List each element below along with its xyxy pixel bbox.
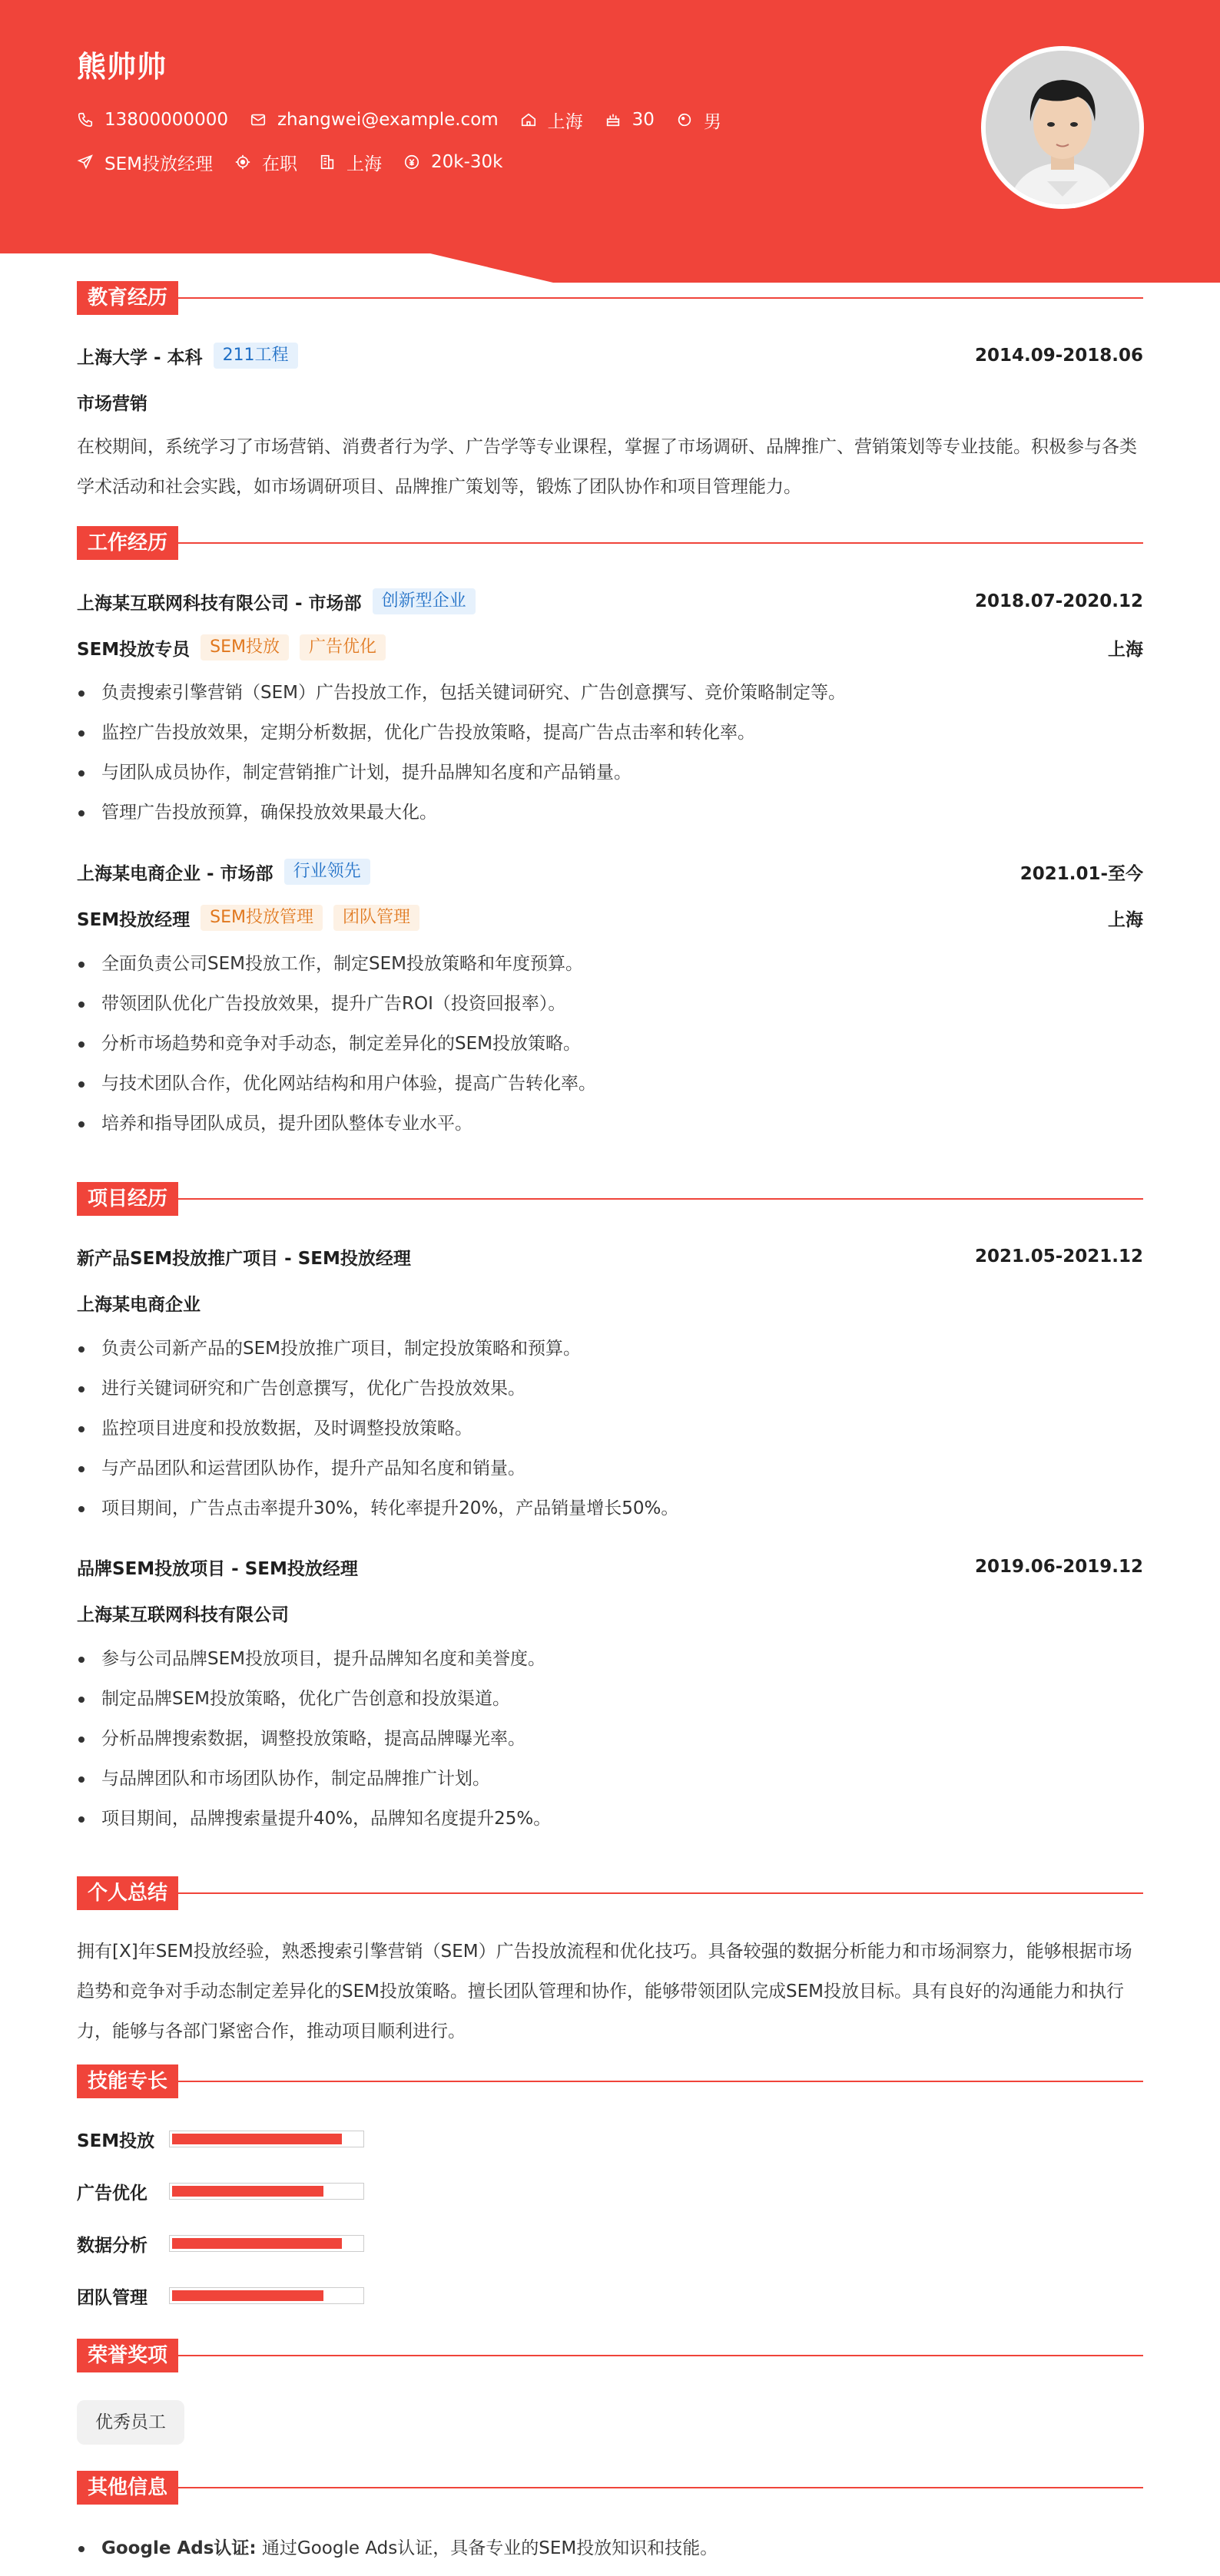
intent-status (234, 150, 297, 175)
skill-label: SEM投放 (77, 2131, 155, 2151)
mail-icon (250, 111, 267, 128)
summary-text: 拥有[X]年SEM投放经验，熟悉搜索引擎营销（SEM）广告投放流程和优化技巧。具备较强的数据分析能力和市场洞察力，能够根据市场趋势和竞争对手动态制定差异化的SEM投放策略。擅长团队管理和协作，能够带领团队完成SEM投放目标。具有良好的沟通能力和执行力，能够与各部门紧密合作，推动项目顺利进行。 (77, 1942, 1132, 2041)
list-item (77, 2528, 1143, 2568)
skill-row (77, 2228, 364, 2259)
work-1-date: 2018.07-2020.12 (974, 591, 1143, 611)
project-1-date: 2021.05-2021.12 (974, 1247, 1143, 1266)
list-item: 与技术团队合作，优化网站结构和用户体验，提高广告转化率。 (77, 1064, 1143, 1104)
contact-city (520, 108, 583, 133)
work-2-header (77, 856, 1143, 887)
work-2-location: 上海 (1108, 909, 1143, 930)
skill-bar (169, 2183, 364, 2200)
status-icon (234, 154, 251, 171)
section-title-summary: 个人总结 (77, 1876, 1143, 1910)
work-1-header (77, 586, 1143, 617)
contact-email (250, 110, 499, 130)
list-item: 与团队成员协作，制定营销推广计划，提升品牌知名度和产品销量。 (77, 753, 1143, 793)
project-1-title: 新产品SEM投放推广项目 - SEM投放经理 (77, 1248, 411, 1269)
avatar (981, 46, 1144, 209)
list-item: 管理广告投放预算，确保投放效果最大化。 (77, 793, 1143, 833)
work-2-company: 上海某电商企业 - 市场部 (77, 863, 274, 884)
contact-age-text: 30 (632, 110, 655, 130)
other-label: Google Ads认证: (101, 2538, 257, 2558)
intent-position-text: SEM投放经理 (104, 154, 213, 174)
contact-phone-text: 13800000000 (104, 110, 228, 130)
phone-icon (77, 111, 94, 128)
project-2-list (77, 1639, 1143, 1839)
money-icon (403, 154, 420, 171)
home-icon (520, 111, 537, 128)
intent-city (319, 150, 382, 175)
work-1-position: SEM投放专员 (77, 639, 191, 660)
contact-email-text: zhangwei@example.com (277, 110, 499, 130)
work-1-list (77, 673, 1143, 833)
work-1-location: 上海 (1108, 639, 1143, 660)
work-1-company: 上海某互联网科技有限公司 - 市场部 (77, 593, 362, 614)
list-item: 制定品牌SEM投放策略，优化广告创意和投放渠道。 (77, 1679, 1143, 1719)
list-item: 进行关键词研究和广告创意撰写，优化广告投放效果。 (77, 1369, 1143, 1409)
section-title-education: 教育经历 (77, 281, 1143, 315)
contact-row (77, 106, 743, 134)
list-item: 培养和指导团队成员，提升团队整体专业水平。 (77, 1104, 1143, 1144)
project-1-header (77, 1241, 1143, 1272)
skill-fill (172, 2186, 323, 2197)
skill-row (77, 2124, 364, 2154)
other-text: 通过Google Ads认证，具备专业的SEM投放知识和技能。 (261, 2538, 718, 2558)
education-major-row (77, 386, 1143, 417)
list-item: 监控广告投放效果，定期分析数据，优化广告投放策略，提高广告点击率和转化率。 (77, 713, 1143, 753)
cake-icon (605, 111, 622, 128)
contact-gender-text: 男 (703, 111, 721, 132)
section-title-projects: 项目经历 (77, 1182, 1143, 1216)
project-1-org-row (77, 1287, 1143, 1318)
education-major: 市场营销 (77, 393, 148, 414)
list-item: 项目期间，品牌搜索量提升40%，品牌知名度提升25%。 (77, 1799, 1143, 1839)
contact-gender (676, 108, 721, 133)
list-item: 分析市场趋势和竞争对手动态，制定差异化的SEM投放策略。 (77, 1024, 1143, 1064)
project-2-org: 上海某互联网科技有限公司 (77, 1604, 289, 1625)
list-item: 负责搜索引擎营销（SEM）广告投放工作，包括关键词研究、广告创意撰写、竞价策略制定等。 (77, 673, 1143, 713)
gender-icon (676, 111, 693, 128)
building-icon (319, 154, 336, 171)
project-2-org-row (77, 1598, 1143, 1628)
project-2-header (77, 1551, 1143, 1582)
work-2-date: 2021.01-至今 (1019, 863, 1143, 884)
project-1-list (77, 1329, 1143, 1528)
education-badge: 211工程 (214, 343, 298, 369)
list-item: 与品牌团队和市场团队协作，制定品牌推广计划。 (77, 1759, 1143, 1799)
contact-age (605, 110, 655, 130)
education-header (77, 340, 1143, 371)
project-2-date: 2019.06-2019.12 (974, 1557, 1143, 1577)
work-2-tag-2: 团队管理 (333, 905, 419, 931)
contact-phone (77, 110, 228, 130)
work-2-tag-1: SEM投放管理 (201, 905, 323, 931)
intent-position (77, 150, 213, 175)
work-2-position: SEM投放经理 (77, 909, 191, 930)
list-item: 带领团队优化广告投放效果，提升广告ROI（投资回报率）。 (77, 984, 1143, 1024)
skill-label: 团队管理 (77, 2287, 148, 2308)
education-school: 上海大学 - 本科 (77, 347, 203, 368)
project-1-org: 上海某电商企业 (77, 1294, 201, 1315)
intent-salary (403, 152, 502, 172)
work-2-badge: 行业领先 (284, 859, 370, 885)
list-item: 负责公司新产品的SEM投放推广项目，制定投放策略和预算。 (77, 1329, 1143, 1369)
other-list (77, 2528, 1143, 2568)
header-slant (0, 253, 1220, 284)
intent-city-text: 上海 (346, 154, 382, 174)
skill-bar (169, 2287, 364, 2304)
skill-bar (169, 2131, 364, 2147)
list-item: 分析品牌搜索数据，调整投放策略，提高品牌曝光率。 (77, 1719, 1143, 1759)
intent-row (77, 148, 524, 176)
skill-bar (169, 2235, 364, 2252)
list-item: 全面负责公司SEM投放工作，制定SEM投放策略和年度预算。 (77, 944, 1143, 984)
list-item: 参与公司品牌SEM投放项目，提升品牌知名度和美誉度。 (77, 1639, 1143, 1679)
skill-label: 数据分析 (77, 2235, 148, 2256)
skill-row (77, 2280, 364, 2311)
list-item: 监控项目进度和投放数据，及时调整投放策略。 (77, 1409, 1143, 1449)
skill-label: 广告优化 (77, 2183, 148, 2204)
intent-salary-text: 20k-30k (430, 152, 503, 172)
candidate-name: 熊帅帅 (77, 50, 167, 84)
list-item: 项目期间，广告点击率提升30%，转化率提升20%，产品销量增长50%。 (77, 1488, 1143, 1528)
skill-row (77, 2176, 364, 2207)
list-item: 与产品团队和运营团队协作，提升产品知名度和销量。 (77, 1449, 1143, 1488)
avatar-photo (986, 51, 1139, 204)
skill-fill (172, 2134, 342, 2144)
work-2-list (77, 944, 1143, 1144)
work-1-tag-1: SEM投放 (201, 634, 289, 661)
education-description: 在校期间，系统学习了市场营销、消费者行为学、广告学等专业课程，掌握了市场调研、品牌推广、营销策划等专业技能。积极参与各类学术活动和社会实践，如市场调研项目、品牌推广策划等，锻炼了团队协作和项目管理能力。 (77, 437, 1137, 497)
intent-status-text: 在职 (261, 154, 297, 174)
section-title-awards: 荣誉奖项 (77, 2339, 1143, 2372)
contact-city-text: 上海 (547, 111, 583, 132)
skill-fill (172, 2290, 323, 2301)
send-icon (77, 154, 94, 171)
section-title-skills: 技能专长 (77, 2064, 1143, 2098)
work-2-position-row (77, 902, 1143, 933)
section-title-work: 工作经历 (77, 526, 1143, 560)
skill-fill (172, 2238, 342, 2249)
award-chip: 优秀员工 (77, 2400, 184, 2445)
work-1-position-row (77, 632, 1143, 663)
work-1-badge: 创新型企业 (373, 588, 476, 614)
section-title-other: 其他信息 (77, 2471, 1143, 2505)
work-1-tag-2: 广告优化 (300, 634, 386, 661)
project-2-title: 品牌SEM投放项目 - SEM投放经理 (77, 1558, 358, 1579)
education-date: 2014.09-2018.06 (974, 346, 1143, 366)
